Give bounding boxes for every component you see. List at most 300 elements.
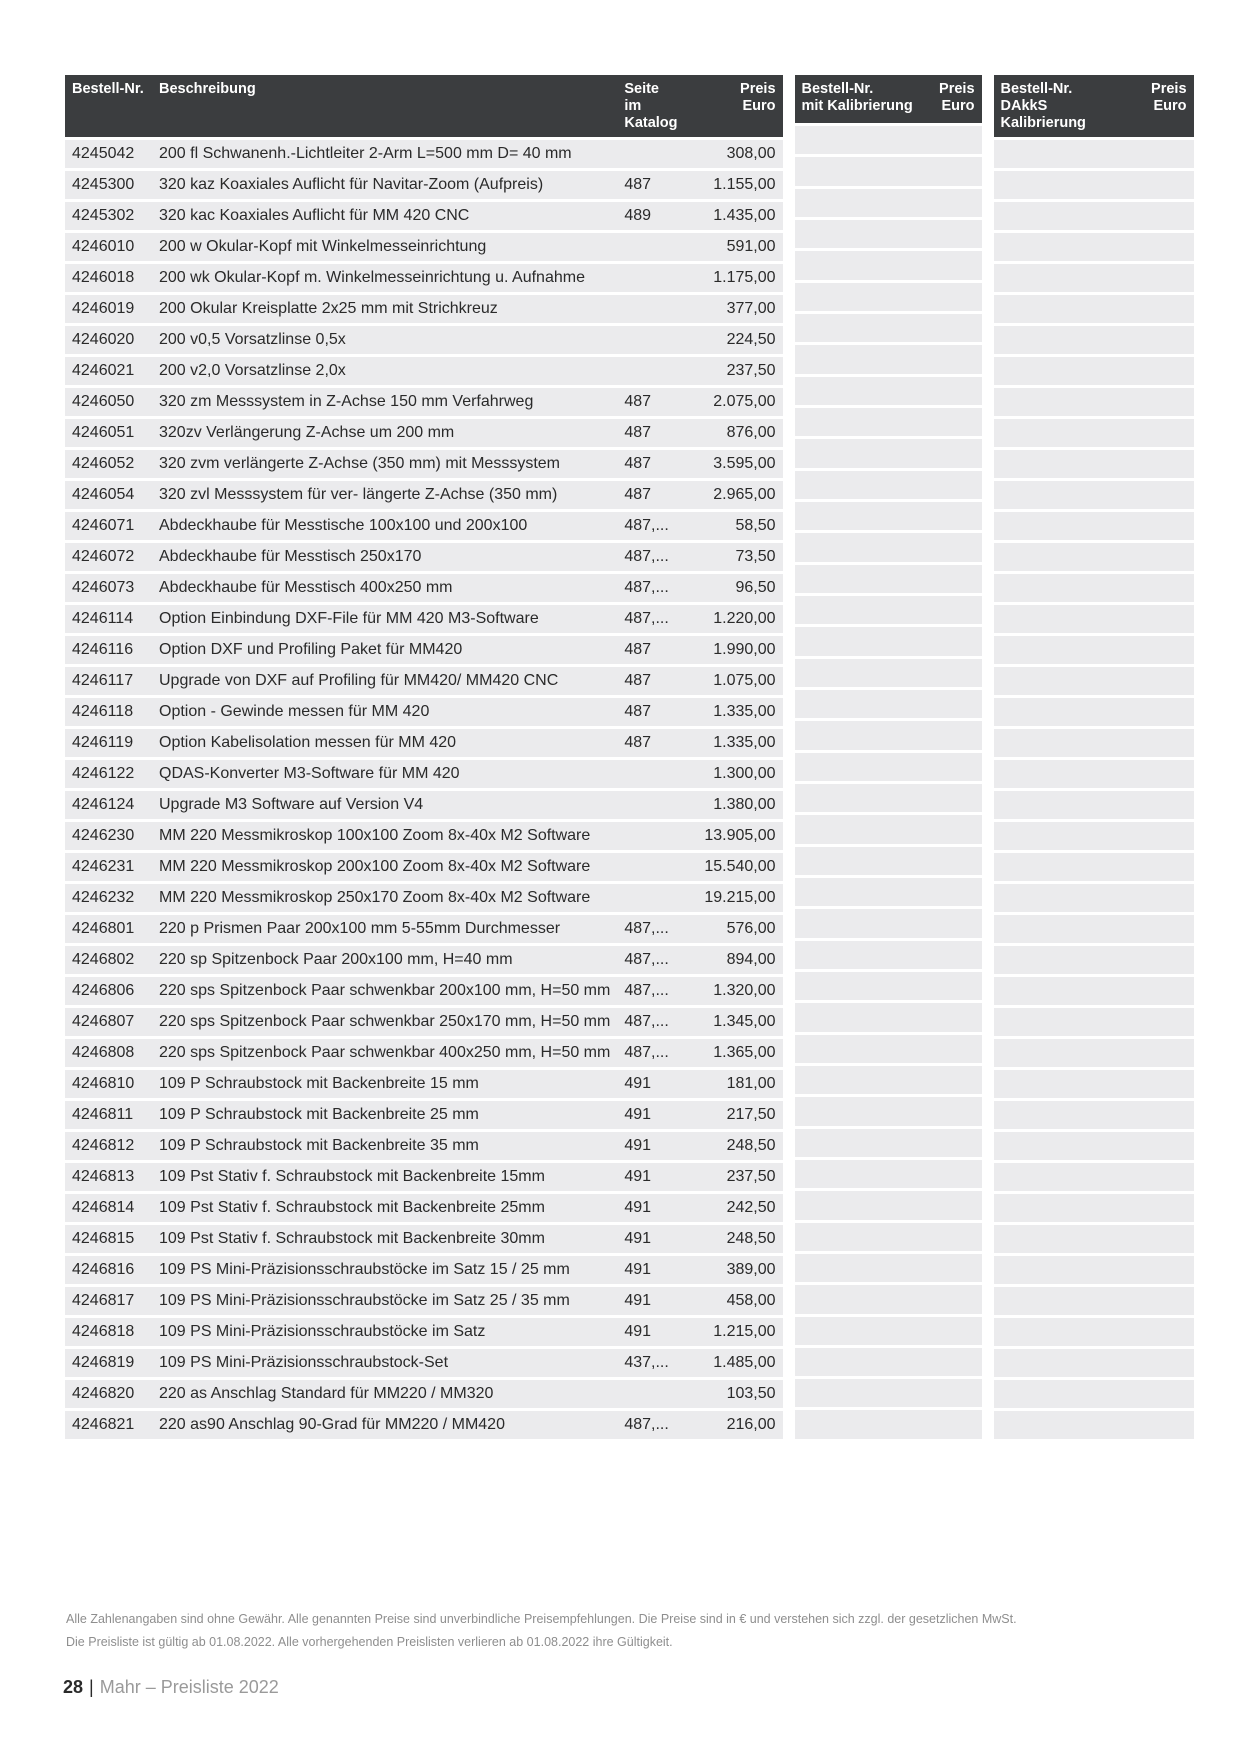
description-cell: Abdeckhaube für Messtische 100x100 und 200x100 [152,512,617,543]
order-number-cell: 4246124 [65,791,152,822]
main-table-body [65,137,783,1442]
calibration-price-cell [930,377,982,408]
dakks-order-number-cell [994,605,1144,636]
calibration-price-cell [930,189,982,220]
dakks-order-number-cell [994,171,1144,202]
calibration-row [795,1035,982,1066]
table-row [65,264,783,295]
description-cell: 109 PS Mini-Präzisionsschraubstock-Set [152,1349,617,1380]
price-cell: 1.365,00 [685,1039,783,1070]
calibration-row [795,1066,982,1097]
order-number-cell: 4246050 [65,388,152,419]
dakks-order-number-cell [994,1256,1144,1287]
calibration-price-cell [930,220,982,251]
dakks-price-cell [1144,326,1194,357]
calibration-order-number-cell [795,1317,930,1348]
catalog-page-cell: 487,... [617,605,684,636]
calibration-price-cell [930,627,982,658]
table-row [65,915,783,946]
calibration-order-number-cell [795,941,930,972]
catalog-page-cell: 487,... [617,543,684,574]
dakks-price-cell [1144,1225,1194,1256]
calibration-price-cell [930,1066,982,1097]
calibration-row [795,659,982,690]
price-cell: 237,50 [685,357,783,388]
calibration-row [795,1254,982,1285]
dakks-row [994,946,1194,977]
calibration-price-cell [930,1129,982,1160]
calibration-price-cell [930,1097,982,1128]
calibration-order-number-cell [795,1223,930,1254]
calibration-row [795,1003,982,1034]
calibration-table-header [795,75,982,123]
description-cell: 109 Pst Stativ f. Schraubstock mit Backenbreite 25mm [152,1194,617,1225]
catalog-page-cell: 487 [617,450,684,481]
header-order-number: Bestell-Nr. [65,75,152,137]
calibration-row [795,1317,982,1348]
order-number-cell: 4246073 [65,574,152,605]
dakks-price-cell [1144,233,1194,264]
table-row [65,946,783,977]
table-row [65,729,783,760]
dakks-price-cell [1144,1039,1194,1070]
table-row [65,543,783,574]
description-cell: 109 P Schraubstock mit Backenbreite 15 mm [152,1070,617,1101]
price-cell: 458,00 [685,1287,783,1318]
dakks-row [994,1101,1194,1132]
dakks-price-cell [1144,1256,1194,1287]
description-cell: 320 zvl Messsystem für ver- längerte Z-Achse (350 mm) [152,481,617,512]
dakks-price-cell [1144,760,1194,791]
dakks-price-cell [1144,419,1194,450]
catalog-page-cell: 487 [617,171,684,202]
calibration-order-number-cell [795,471,930,502]
calibration-order-number-cell [795,1066,930,1097]
calibration-price-cell [930,314,982,345]
header-catalog-page: Seite im Katalog [617,75,684,137]
dakks-row [994,853,1194,884]
dakks-price-cell [1144,822,1194,853]
calibration-price-cell [930,471,982,502]
dakks-order-number-cell [994,419,1144,450]
order-number-cell: 4246807 [65,1008,152,1039]
order-number-cell: 4245042 [65,137,152,171]
description-cell: 320 zvm verlängerte Z-Achse (350 mm) mit Messsystem [152,450,617,481]
catalog-page-cell [617,884,684,915]
calibration-order-number-cell [795,1191,930,1222]
description-cell: 220 sps Spitzenbock Paar schwenkbar 200x100 mm, H=50 mm [152,977,617,1008]
dakks-row [994,636,1194,667]
dakks-order-number-cell [994,512,1144,543]
description-cell: MM 220 Messmikroskop 100x100 Zoom 8x-40x M2 Software [152,822,617,853]
dakks-row [994,1194,1194,1225]
description-cell: 200 wk Okular-Kopf m. Winkelmesseinrichtung u. Aufnahme [152,264,617,295]
footer-separator: | [89,1677,94,1697]
catalog-page-cell: 487,... [617,946,684,977]
calibration-order-number-cell [795,627,930,658]
dakks-row [994,1411,1194,1442]
dakks-order-number-cell [994,1008,1144,1039]
table-row [65,1411,783,1442]
calibration-price-cell [930,123,982,157]
catalog-page-cell: 487,... [617,1008,684,1039]
header-description: Beschreibung [152,75,617,137]
calibration-table [795,75,982,1442]
calibration-order-number-cell [795,345,930,376]
calibration-price-cell [930,972,982,1003]
catalog-page-cell [617,357,684,388]
dakks-price-cell [1144,946,1194,977]
table-row [65,512,783,543]
description-cell: Upgrade M3 Software auf Version V4 [152,791,617,822]
table-row [65,1318,783,1349]
header-dakks-price: Preis Euro [1144,75,1194,137]
calibration-row [795,1097,982,1128]
header-calibration-order-number: Bestell-Nr. mit Kalibrierung [795,75,930,123]
dakks-order-number-cell [994,1194,1144,1225]
table-row [65,884,783,915]
calibration-price-cell [930,251,982,282]
description-cell: 220 sps Spitzenbock Paar schwenkbar 250x170 mm, H=50 mm [152,1008,617,1039]
price-cell: 389,00 [685,1256,783,1287]
price-cell: 1.380,00 [685,791,783,822]
dakks-row [994,1163,1194,1194]
calibration-row [795,565,982,596]
table-row [65,1101,783,1132]
description-cell: 109 PS Mini-Präzisionsschraubstöcke im Satz [152,1318,617,1349]
calibration-row [795,909,982,940]
table-row [65,481,783,512]
calibration-row [795,377,982,408]
dakks-row [994,1287,1194,1318]
catalog-page-cell [617,295,684,326]
calibration-row [795,251,982,282]
description-cell: MM 220 Messmikroskop 250x170 Zoom 8x-40x M2 Software [152,884,617,915]
catalog-page-cell: 491 [617,1318,684,1349]
catalog-page-cell: 491 [617,1225,684,1256]
dakks-row [994,264,1194,295]
calibration-price-cell [930,909,982,940]
table-row [65,202,783,233]
catalog-page-cell: 487 [617,636,684,667]
dakks-price-cell [1144,1008,1194,1039]
description-cell: 109 P Schraubstock mit Backenbreite 25 mm [152,1101,617,1132]
dakks-row [994,295,1194,326]
dakks-row [994,202,1194,233]
dakks-price-cell [1144,1132,1194,1163]
calibration-row [795,941,982,972]
calibration-row [795,123,982,157]
order-number-cell: 4245300 [65,171,152,202]
calibration-order-number-cell [795,909,930,940]
order-number-cell: 4246802 [65,946,152,977]
dakks-price-cell [1144,915,1194,946]
dakks-order-number-cell [994,1039,1144,1070]
dakks-price-cell [1144,1101,1194,1132]
catalog-page-cell: 491 [617,1101,684,1132]
dakks-order-number-cell [994,667,1144,698]
header-dakks-order-number: Bestell-Nr. DAkkS Kalibrierung [994,75,1144,137]
order-number-cell: 4246232 [65,884,152,915]
order-number-cell: 4246051 [65,419,152,450]
price-cell: 103,50 [685,1380,783,1411]
catalog-page-cell: 491 [617,1070,684,1101]
dakks-order-number-cell [994,822,1144,853]
dakks-row [994,1039,1194,1070]
price-cell: 181,00 [685,1070,783,1101]
order-number-cell: 4246231 [65,853,152,884]
calibration-row [795,1379,982,1410]
calibration-order-number-cell [795,596,930,627]
dakks-price-cell [1144,884,1194,915]
price-cell: 216,00 [685,1411,783,1442]
order-number-cell: 4246230 [65,822,152,853]
table-row [65,1039,783,1070]
calibration-row [795,471,982,502]
table-row [65,636,783,667]
dakks-row [994,729,1194,760]
price-cell: 1.335,00 [685,729,783,760]
order-number-cell: 4246054 [65,481,152,512]
order-number-cell: 4246806 [65,977,152,1008]
calibration-order-number-cell [795,878,930,909]
dakks-order-number-cell [994,450,1144,481]
price-cell: 2.965,00 [685,481,783,512]
calibration-row [795,1191,982,1222]
catalog-page-cell: 437,... [617,1349,684,1380]
catalog-page-cell: 487,... [617,977,684,1008]
calibration-price-cell [930,1254,982,1285]
dakks-order-number-cell [994,574,1144,605]
dakks-row [994,791,1194,822]
calibration-price-cell [930,408,982,439]
document-title: Mahr – Preisliste 2022 [99,1677,279,1697]
calibration-row [795,345,982,376]
table-row [65,977,783,1008]
calibration-order-number-cell [795,565,930,596]
dakks-order-number-cell [994,1318,1144,1349]
order-number-cell: 4246814 [65,1194,152,1225]
dakks-order-number-cell [994,481,1144,512]
dakks-order-number-cell [994,1225,1144,1256]
table-row [65,574,783,605]
calibration-price-cell [930,1191,982,1222]
calibration-order-number-cell [795,408,930,439]
price-cell: 1.155,00 [685,171,783,202]
price-cell: 13.905,00 [685,822,783,853]
calibration-row [795,1285,982,1316]
description-cell: 200 Okular Kreisplatte 2x25 mm mit Strichkreuz [152,295,617,326]
dakks-price-cell [1144,1287,1194,1318]
price-cell: 248,50 [685,1132,783,1163]
order-number-cell: 4246071 [65,512,152,543]
catalog-page-cell: 491 [617,1256,684,1287]
dakks-price-cell [1144,357,1194,388]
order-number-cell: 4246114 [65,605,152,636]
description-cell: Abdeckhaube für Messtisch 400x250 mm [152,574,617,605]
table-row [65,1070,783,1101]
catalog-page-cell: 487,... [617,512,684,543]
price-cell: 237,50 [685,1163,783,1194]
dakks-order-number-cell [994,1380,1144,1411]
table-row [65,295,783,326]
price-cell: 876,00 [685,419,783,450]
calibration-order-number-cell [795,784,930,815]
dakks-price-cell [1144,667,1194,698]
table-row [65,171,783,202]
order-number-cell: 4246020 [65,326,152,357]
dakks-table [994,75,1194,1442]
table-row [65,233,783,264]
calibration-price-cell [930,847,982,878]
dakks-price-cell [1144,388,1194,419]
order-number-cell: 4246010 [65,233,152,264]
dakks-order-number-cell [994,543,1144,574]
order-number-cell: 4246821 [65,1411,152,1442]
order-number-cell: 4246018 [65,264,152,295]
dakks-table-header [994,75,1194,137]
description-cell: MM 220 Messmikroskop 200x100 Zoom 8x-40x M2 Software [152,853,617,884]
calibration-price-cell [930,1348,982,1379]
description-cell: 109 P Schraubstock mit Backenbreite 35 mm [152,1132,617,1163]
calibration-row [795,157,982,188]
description-cell: 200 fl Schwanenh.-Lichtleiter 2-Arm L=500 mm D= 40 mm [152,137,617,171]
main-table-header [65,75,783,137]
price-cell: 1.175,00 [685,264,783,295]
price-cell: 308,00 [685,137,783,171]
description-cell: 220 p Prismen Paar 200x100 mm 5-55mm Durchmesser [152,915,617,946]
dakks-row [994,512,1194,543]
dakks-order-number-cell [994,264,1144,295]
dakks-row [994,1380,1194,1411]
catalog-page-cell: 487 [617,698,684,729]
dakks-order-number-cell [994,915,1144,946]
calibration-price-cell [930,345,982,376]
calibration-order-number-cell [795,220,930,251]
calibration-price-cell [930,815,982,846]
dakks-price-cell [1144,295,1194,326]
calibration-order-number-cell [795,1129,930,1160]
price-cell: 96,50 [685,574,783,605]
price-cell: 15.540,00 [685,853,783,884]
calibration-row [795,314,982,345]
dakks-price-cell [1144,450,1194,481]
calibration-price-cell [930,1379,982,1410]
dakks-order-number-cell [994,1287,1144,1318]
calibration-row [795,502,982,533]
calibration-order-number-cell [795,1097,930,1128]
dakks-order-number-cell [994,357,1144,388]
dakks-row [994,419,1194,450]
calibration-price-cell [930,502,982,533]
catalog-page-cell [617,326,684,357]
dakks-row [994,233,1194,264]
calibration-order-number-cell [795,847,930,878]
calibration-row [795,189,982,220]
order-number-cell: 4246021 [65,357,152,388]
catalog-page-cell [617,822,684,853]
dakks-order-number-cell [994,388,1144,419]
dakks-table-body [994,137,1194,1442]
table-row [65,450,783,481]
price-cell: 377,00 [685,295,783,326]
description-cell: Upgrade von DXF auf Profiling für MM420/ MM420 CNC [152,667,617,698]
catalog-page-cell: 487 [617,481,684,512]
dakks-row [994,1070,1194,1101]
dakks-row [994,1225,1194,1256]
catalog-page-cell: 487,... [617,1039,684,1070]
calibration-row [795,690,982,721]
dakks-price-cell [1144,791,1194,822]
catalog-page-cell: 487,... [617,1411,684,1442]
dakks-order-number-cell [994,1132,1144,1163]
dakks-price-cell [1144,137,1194,171]
dakks-row [994,698,1194,729]
table-row [65,1008,783,1039]
dakks-price-cell [1144,543,1194,574]
order-number-cell: 4246117 [65,667,152,698]
description-cell: 109 Pst Stativ f. Schraubstock mit Backenbreite 15mm [152,1163,617,1194]
page-number: 28 [63,1677,84,1697]
calibration-order-number-cell [795,1035,930,1066]
calibration-order-number-cell [795,314,930,345]
footnote [66,1608,1186,1654]
calibration-order-number-cell [795,815,930,846]
calibration-price-cell [930,721,982,752]
calibration-order-number-cell [795,690,930,721]
catalog-page-cell [617,137,684,171]
calibration-order-number-cell [795,439,930,470]
calibration-order-number-cell [795,753,930,784]
description-cell: 109 Pst Stativ f. Schraubstock mit Backenbreite 30mm [152,1225,617,1256]
calibration-price-cell [930,659,982,690]
dakks-order-number-cell [994,791,1144,822]
price-cell: 591,00 [685,233,783,264]
catalog-page-cell: 491 [617,1163,684,1194]
catalog-page-cell [617,791,684,822]
dakks-order-number-cell [994,636,1144,667]
header-calibration-price: Preis Euro [930,75,982,123]
description-cell: Option Kabelisolation messen für MM 420 [152,729,617,760]
calibration-row [795,815,982,846]
table-row [65,388,783,419]
dakks-row [994,574,1194,605]
order-number-cell: 4246818 [65,1318,152,1349]
catalog-page-cell: 491 [617,1132,684,1163]
order-number-cell: 4246815 [65,1225,152,1256]
calibration-price-cell [930,1223,982,1254]
catalog-page-cell: 491 [617,1287,684,1318]
dakks-row [994,1132,1194,1163]
calibration-price-cell [930,596,982,627]
catalog-page-cell: 487 [617,388,684,419]
table-row [65,605,783,636]
calibration-row [795,972,982,1003]
dakks-row [994,326,1194,357]
order-number-cell: 4246052 [65,450,152,481]
calibration-order-number-cell [795,659,930,690]
price-cell: 3.595,00 [685,450,783,481]
header-price: Preis Euro [685,75,783,137]
dakks-order-number-cell [994,1163,1144,1194]
catalog-page-cell [617,853,684,884]
order-number-cell: 4246122 [65,760,152,791]
calibration-row [795,220,982,251]
order-number-cell: 4246820 [65,1380,152,1411]
dakks-order-number-cell [994,202,1144,233]
dakks-order-number-cell [994,1070,1144,1101]
price-cell: 1.990,00 [685,636,783,667]
